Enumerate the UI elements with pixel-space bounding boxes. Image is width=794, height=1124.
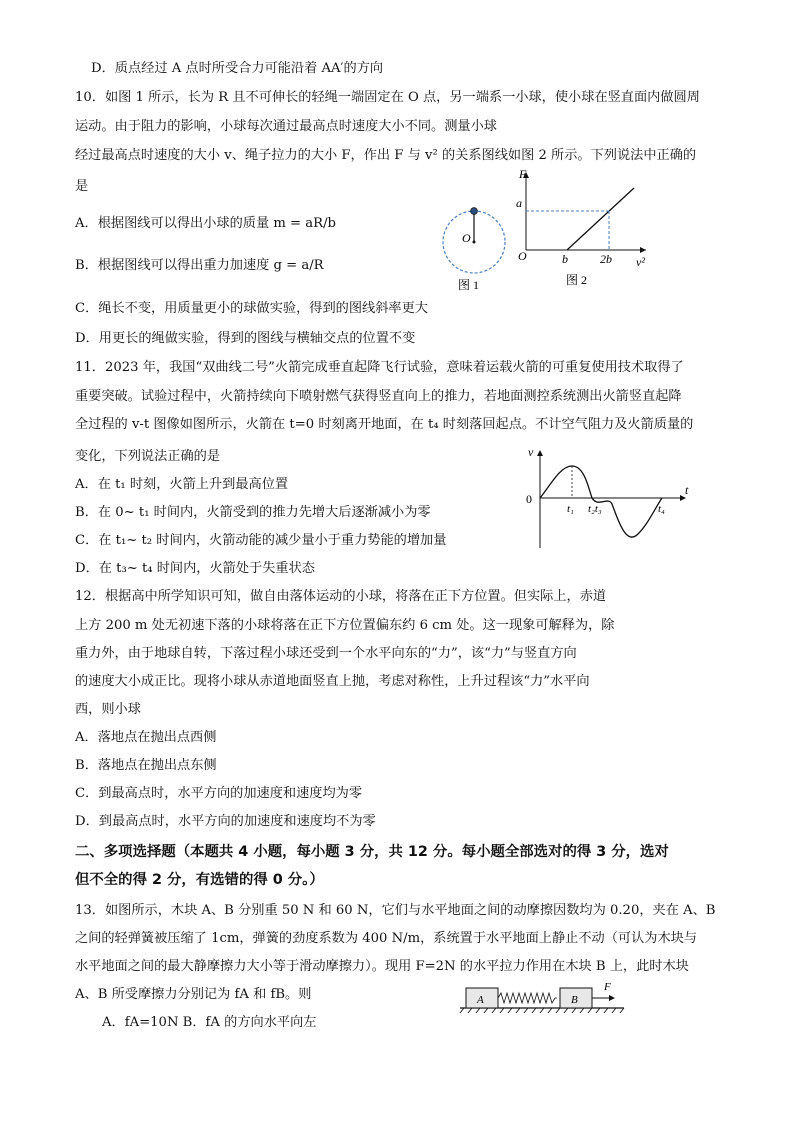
label-t2-t3: t₂t₃	[588, 503, 602, 515]
q11-option-b: B．在 0~ t₁ 时间内，火箭受到的推力先增大后逐渐减小为零	[75, 505, 431, 520]
ground-hatching	[460, 1008, 624, 1013]
q10-stem-line3: 经过最高点时速度的大小 v、绳子拉力的大小 F，作出 F 与 v² 的关系图线如图 2 所示。下列说法中正确的	[75, 148, 697, 163]
blocks-spring-diagram	[458, 978, 628, 1014]
q12-option-b: B．落地点在抛出点东侧	[75, 758, 217, 773]
q13-stem-line3: 水平地面之间的最大静摩擦力大小等于滑动摩擦力）。现用 F=2N 的水平拉力作用在木块 B 上，此时木块	[75, 959, 689, 974]
section-2-heading-line2: 但不全的得 2 分，有选错的得 0 分。）	[75, 872, 324, 888]
label-b: b	[562, 252, 568, 266]
q12-stem-line1: 12．根据高中所学知识可知，做自由落体运动的小球，将落在正下方位置。但实际上，赤道	[75, 589, 607, 604]
q9-option-d: D．质点经过 A 点时所受合力可能沿着 AA′的方向	[91, 61, 384, 76]
label-v-squared: v²	[636, 255, 645, 269]
label-zero: 0	[526, 492, 532, 506]
label-a: a	[516, 196, 522, 210]
label-t: t	[685, 483, 689, 497]
figure-1-caption: 图 1	[458, 278, 480, 292]
q10-option-a: A．根据图线可以得出小球的质量 m = aR/b	[75, 216, 336, 231]
graph-line	[567, 188, 634, 250]
label-B: B	[571, 994, 578, 1006]
label-F: F	[604, 981, 611, 993]
figure-2-caption: 图 2	[566, 273, 588, 287]
q11-stem-line2: 重要突破。试验过程中，火箭持续向下喷射燃气获得竖直向上的推力，若地面测控系统测出火箭竖直起降	[75, 389, 682, 404]
section-2-heading-line1: 二、多项选择题（本题共 4 小题，每小题 3 分，共 12 分。每小题全部选对的得 3 分，选对	[75, 844, 669, 860]
label-2b: 2b	[600, 252, 612, 266]
ball	[471, 208, 478, 215]
vt-curve	[540, 466, 662, 537]
figure-1-circle-diagram	[438, 200, 518, 295]
q12-stem-line4: 的速度大小成正比。现将小球从赤道地面竖直上抛，考虑对称性，上升过程该“力”水平向	[75, 674, 590, 689]
q11-option-d: D．在 t₃~ t₄ 时间内，火箭处于失重状态	[75, 561, 315, 576]
q12-option-c: C．到最高点时，水平方向的加速度和速度均为零	[75, 786, 363, 801]
label-t1: t₁	[567, 503, 574, 515]
vt-graph	[522, 446, 698, 550]
force-arrow-head	[609, 995, 615, 1001]
q10-option-c: C．绳长不变，用质量更小的球做实验，得到的图线斜率更大	[75, 301, 428, 316]
q11-stem-line3: 全过程的 v-t 图像如图所示，火箭在 t=0 时刻离开地面，在 t₄ 时刻落回起点。不计空气阻力及火箭质量的	[75, 417, 694, 432]
label-t4: t₄	[658, 503, 665, 515]
q11-option-a: A．在 t₁ 时刻，火箭上升到最高位置	[75, 477, 289, 492]
label-O: O	[518, 249, 527, 263]
q13-options-ab: A．fA=10N B．fA 的方向水平向左	[102, 1015, 317, 1030]
q13-stem-line2: 之间的轻弹簧被压缩了 1cm，弹簧的劲度系数为 400 N/m，系统置于水平地面上静止不动（可认为木块与	[75, 931, 698, 946]
q11-option-c: C．在 t₁~ t₂ 时间内，火箭动能的减少量小于重力势能的增加量	[75, 533, 447, 548]
q12-option-a: A．落地点在抛出点西侧	[75, 730, 217, 745]
q11-stem-line4: 变化，下列说法正确的是	[75, 449, 221, 464]
label-A: A	[477, 994, 484, 1006]
q10-option-b: B．根据图线可以得出重力加速度 g = a/R	[75, 258, 324, 273]
q12-option-d: D．到最高点时，水平方向的加速度和速度均不为零	[75, 814, 376, 829]
q12-stem-line5: 西，则小球	[75, 702, 141, 717]
v-axis-arrow	[537, 450, 543, 456]
q10-stem-line4: 是	[75, 179, 89, 194]
label-v: v	[528, 446, 534, 459]
q11-stem-line1: 11．2023 年，我国“双曲线二号”火箭完成垂直起降飞行试验，意味着运载火箭的可重复使用技术取得了	[75, 360, 684, 375]
label-F: F	[519, 168, 527, 181]
q10-option-d: D．用更长的绳做实验，得到的图线与横轴交点的位置不变	[75, 331, 416, 346]
q13-stem-line1: 13．如图所示，木块 A、B 分别重 50 N 和 60 N，它们与水平地面之间的动摩擦因数均为 0.20，夹在 A、B	[75, 903, 716, 918]
pivot-point	[473, 241, 476, 244]
x-axis-arrow	[640, 247, 646, 253]
q10-stem-line2: 运动。由于阻力的影响，小球每次通过最高点时速度大小不同。测量小球	[75, 119, 497, 134]
q10-stem-line1: 10．如图 1 所示，长为 R 且不可伸长的轻绳一端固定在 O 点，另一端系一小球，使小球在竖直面内做圆周	[75, 90, 700, 105]
label-O: O	[462, 231, 471, 245]
q13-stem-line4: A、B 所受摩擦力分别记为 fA 和 fB。则	[75, 987, 312, 1002]
q12-stem-line2: 上方 200 m 处无初速下落的小球将落在正下方位置偏东约 6 cm 处。这一现象可解释为，除	[75, 618, 615, 633]
spring	[498, 993, 557, 1003]
q12-stem-line3: 重力外，由于地球自转，下落过程小球还受到一个水平向东的“力”，该“力”与竖直方向	[75, 646, 577, 661]
figure-2-graph	[508, 168, 658, 293]
